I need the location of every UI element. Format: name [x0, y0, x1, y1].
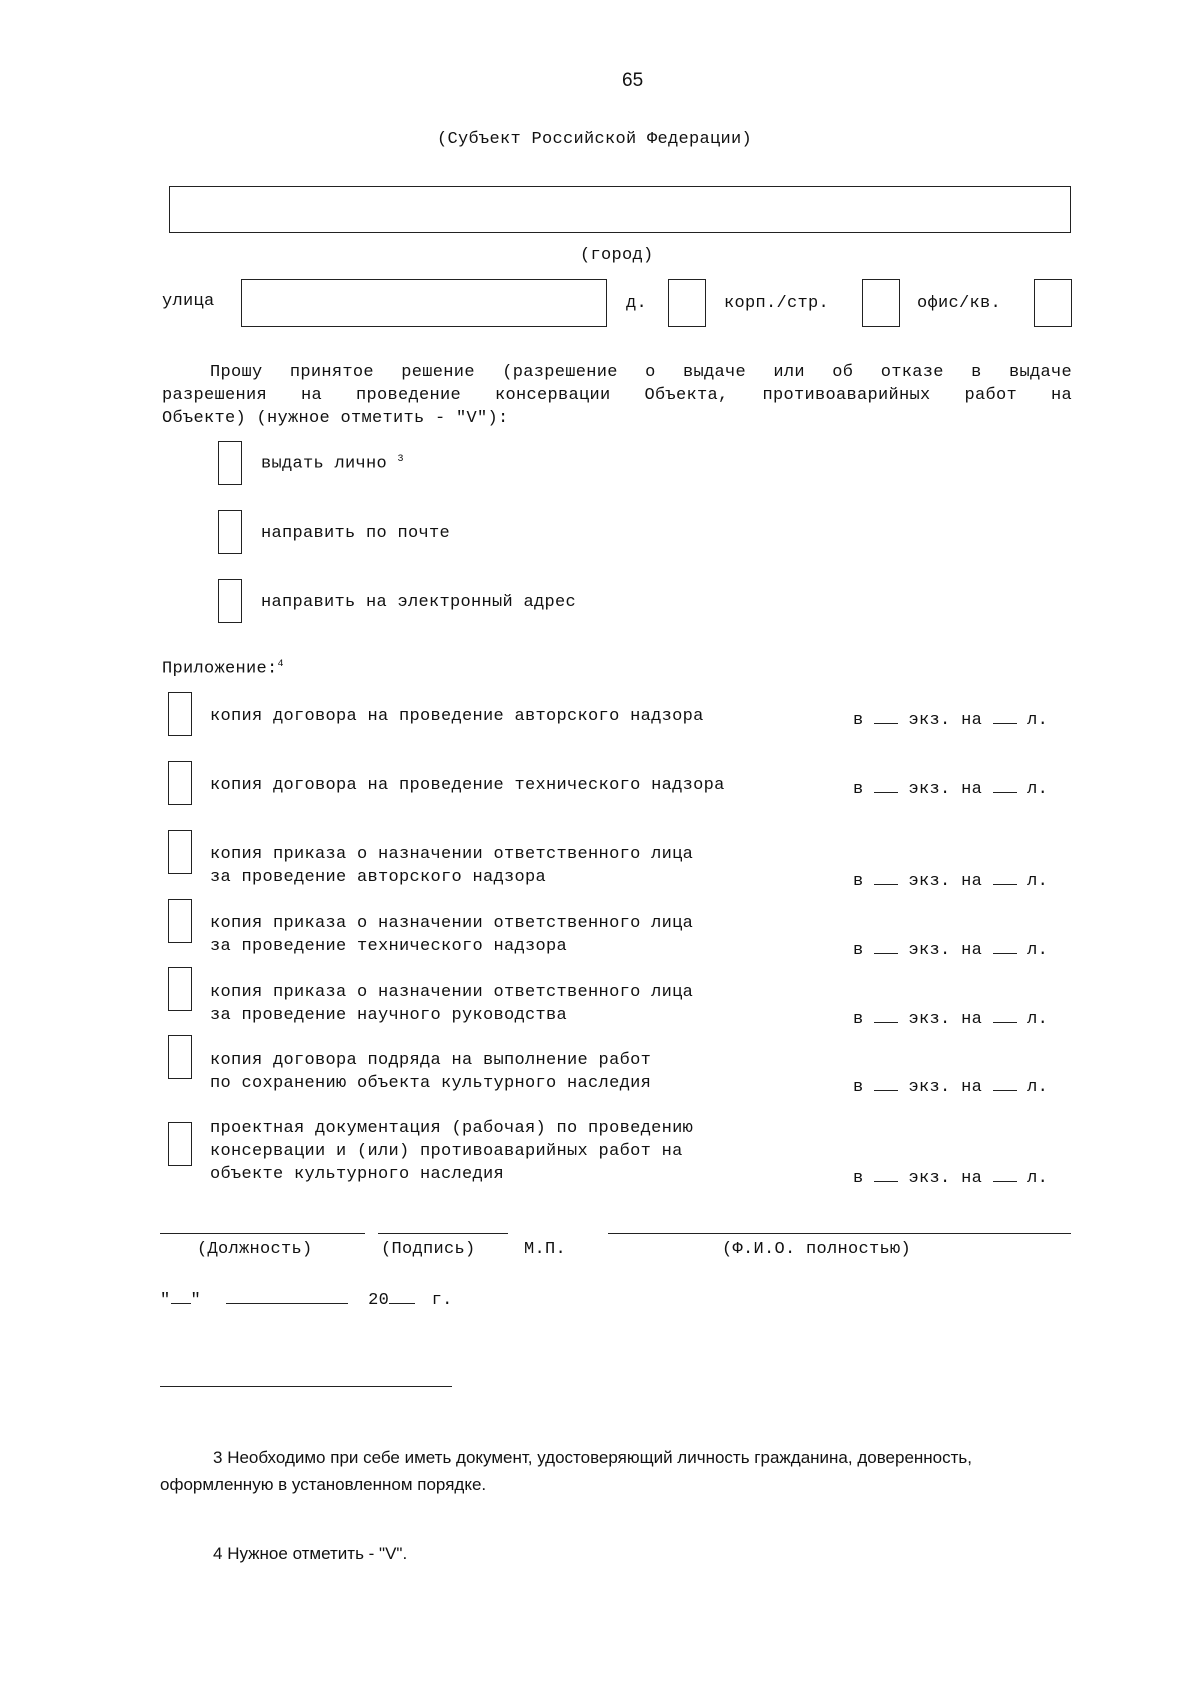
page-number: 65	[622, 70, 644, 91]
attachment-text-5: копия приказа о назначении ответственного лица за проведение научного руководства	[210, 983, 694, 1025]
delivery-by-mail-label: направить по почте	[261, 524, 451, 543]
position-line	[160, 1233, 365, 1234]
footnote-3: 3 Необходимо при себе иметь документ, удостоверяющий личность гражданина, доверенность, оформленную в установленном порядке.	[160, 1448, 972, 1494]
attachment-text-1: копия договора на проведение авторского надзора	[210, 707, 704, 726]
building-field[interactable]	[862, 279, 900, 327]
full-name-line	[608, 1233, 1071, 1234]
office-field[interactable]	[1034, 279, 1072, 327]
attachment-checkbox-1[interactable]	[168, 692, 192, 736]
house-field[interactable]	[668, 279, 706, 327]
attachment-text-7: проектная документация (рабочая) по проведению консервации и (или) противоаварийных работ на объекте культурного наследия	[210, 1119, 694, 1184]
city-caption: (город)	[580, 246, 654, 265]
building-label: корп./стр.	[724, 294, 830, 313]
street-label: улица	[162, 292, 215, 311]
delivery-in-person-checkbox[interactable]	[218, 441, 242, 485]
year-blank[interactable]	[389, 1287, 415, 1304]
attachment-copies-7: в экз. на л.	[853, 1165, 1048, 1188]
delivery-by-email-label: направить на электронный адрес	[261, 593, 577, 612]
signature-label: (Подпись)	[381, 1240, 476, 1259]
city-field[interactable]	[169, 186, 1071, 233]
attachment-checkbox-6[interactable]	[168, 1035, 192, 1079]
attachment-checkbox-7[interactable]	[168, 1122, 192, 1166]
delivery-in-person-label: выдать лично $^3$	[261, 454, 404, 474]
house-label: д.	[626, 294, 648, 313]
position-label: (Должность)	[197, 1240, 313, 1259]
footnote-separator	[160, 1386, 452, 1387]
attachments-title: Приложение:$^4$	[162, 659, 284, 679]
request-paragraph	[162, 361, 1072, 430]
seal-label: М.П.	[524, 1240, 567, 1259]
footnote-4: 4 Нужное отметить - "V".	[213, 1544, 408, 1563]
request-line-3: Объекте) (нужное отметить - "V"):	[162, 409, 509, 428]
attachment-copies-1: в экз. на л.	[853, 707, 1048, 730]
delivery-by-email-checkbox[interactable]	[218, 579, 242, 623]
attachment-checkbox-5[interactable]	[168, 967, 192, 1011]
attachment-text-2: копия договора на проведение технического надзора	[210, 776, 725, 795]
request-line-1: Прошу принятое решение (разрешение о выдаче или об отказе в выдаче	[210, 363, 1072, 382]
attachment-copies-4: в экз. на л.	[853, 937, 1048, 960]
date-row: " " 20 г.	[160, 1287, 453, 1310]
full-name-label: (Ф.И.О. полностью)	[722, 1240, 912, 1259]
attachment-copies-6: в экз. на л.	[853, 1074, 1048, 1097]
signature-line	[378, 1233, 508, 1234]
attachment-text-4: копия приказа о назначении ответственного лица за проведение технического надзора	[210, 914, 694, 956]
attachment-text-6: копия договора подряда на выполнение работ по сохранению объекта культурного наследия	[210, 1051, 652, 1093]
attachment-copies-2: в экз. на л.	[853, 776, 1048, 799]
subject-caption: (Субъект Российской Федерации)	[437, 130, 753, 149]
attachment-copies-5: в экз. на л.	[853, 1006, 1048, 1029]
attachment-checkbox-3[interactable]	[168, 830, 192, 874]
office-label: офис/кв.	[917, 294, 1002, 313]
attachment-copies-3: в экз. на л.	[853, 868, 1048, 891]
attachment-checkbox-2[interactable]	[168, 761, 192, 805]
month-blank[interactable]	[226, 1287, 348, 1304]
day-blank[interactable]	[171, 1287, 191, 1304]
attachment-text-3: копия приказа о назначении ответственного лица за проведение авторского надзора	[210, 845, 694, 887]
street-field[interactable]	[241, 279, 607, 327]
delivery-by-mail-checkbox[interactable]	[218, 510, 242, 554]
request-line-2: разрешения на проведение консервации Объекта, противоаварийных работ на	[162, 386, 1072, 405]
attachment-checkbox-4[interactable]	[168, 899, 192, 943]
